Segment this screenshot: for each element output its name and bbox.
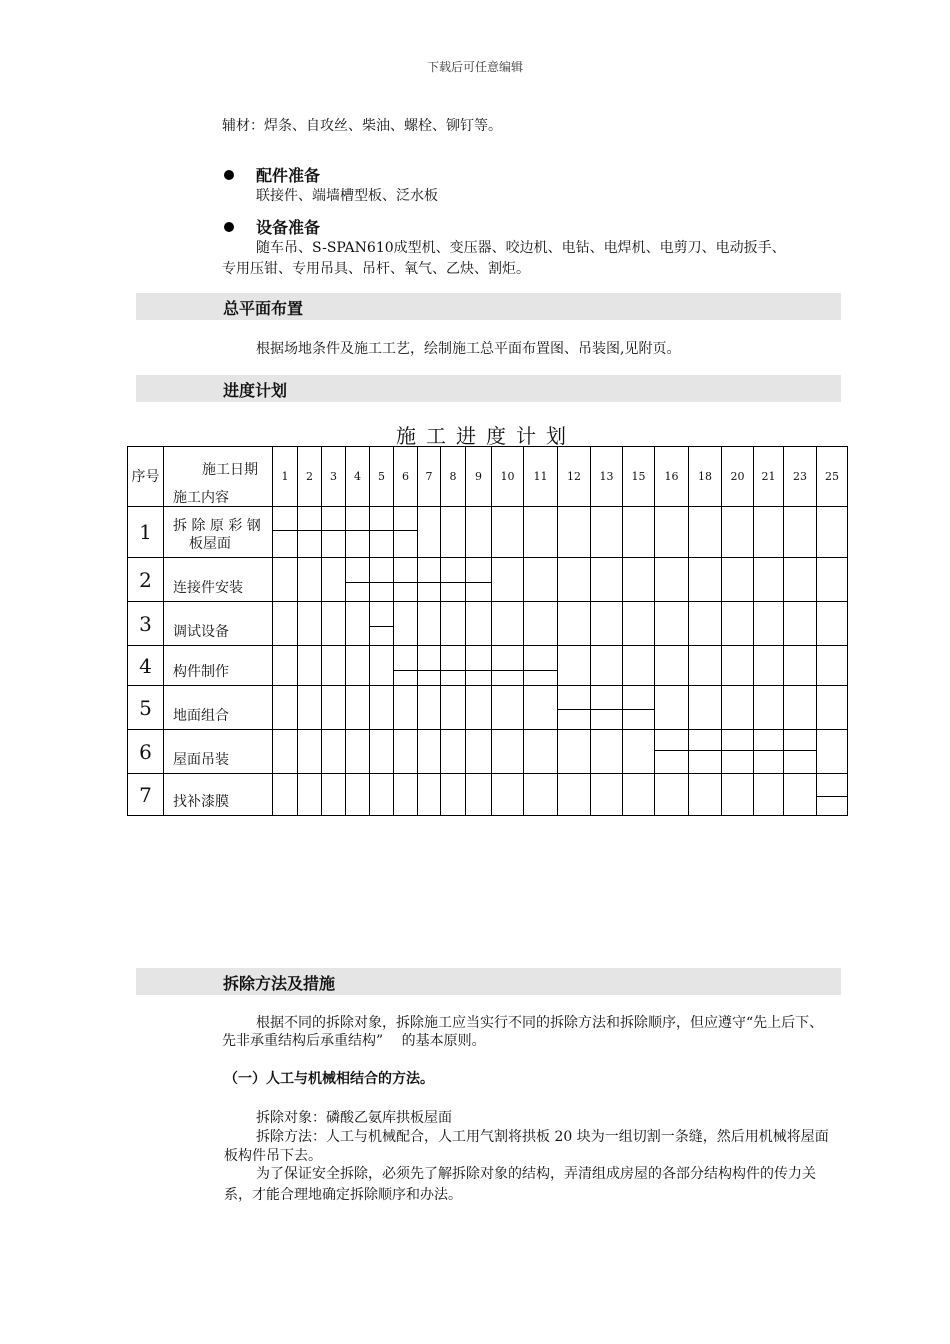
day-header: 4 xyxy=(346,447,370,507)
grid-cell xyxy=(817,686,848,730)
day-header: 16 xyxy=(655,447,689,507)
day-header: 10 xyxy=(492,447,524,507)
task-cell xyxy=(164,774,273,816)
table-header-row xyxy=(128,447,848,507)
grid-cell xyxy=(722,646,754,686)
grid-cell xyxy=(623,602,655,646)
grid-cell xyxy=(754,558,784,602)
grid-cell xyxy=(754,730,784,774)
grid-cell xyxy=(722,730,754,774)
grid-cell xyxy=(492,602,524,646)
grid-cell xyxy=(273,646,298,686)
grid-cell xyxy=(492,730,524,774)
gantt-title: 施工进度计划 xyxy=(396,424,576,448)
task-name-line2: 板屋面 xyxy=(189,536,231,552)
header-date-content xyxy=(164,447,273,507)
grid-cell xyxy=(370,602,394,646)
section-title-demolition: 拆除方法及措施 xyxy=(223,974,336,993)
table-row xyxy=(128,774,848,816)
task-name: 构件制作 xyxy=(173,664,229,680)
grid-cell xyxy=(623,646,655,686)
grid-cell xyxy=(346,774,370,816)
grid-cell xyxy=(346,558,370,602)
parts-heading: 配件准备 xyxy=(256,166,321,185)
task-name: 屋面吊装 xyxy=(173,752,229,768)
section-title-schedule: 进度计划 xyxy=(223,381,288,400)
grid-cell xyxy=(591,602,623,646)
grid-cell xyxy=(524,686,558,730)
grid-cell xyxy=(370,730,394,774)
grid-cell xyxy=(492,507,524,558)
grid-cell xyxy=(466,686,492,730)
equipment-text-line1: 随车吊、S-SPAN610成型机、变压器、咬边机、电钻、电焊机、电剪刀、电动扳手、 xyxy=(256,240,786,256)
schedule-bar xyxy=(655,750,817,751)
grid-cell xyxy=(655,730,689,774)
bullet-icon xyxy=(224,222,234,232)
grid-cell xyxy=(784,558,817,602)
grid-cell xyxy=(298,646,322,686)
grid-cell xyxy=(558,730,591,774)
table-row xyxy=(128,602,848,646)
schedule-bar xyxy=(273,530,418,531)
grid-cell xyxy=(817,774,848,816)
grid-cell xyxy=(298,730,322,774)
grid-cell xyxy=(418,602,441,646)
grid-cell xyxy=(524,558,558,602)
grid-cell xyxy=(817,602,848,646)
day-header: 18 xyxy=(689,447,722,507)
grid-cell xyxy=(273,730,298,774)
grid-cell xyxy=(655,646,689,686)
grid-cell xyxy=(689,686,722,730)
row-number: 6 xyxy=(128,730,164,774)
grid-cell xyxy=(492,646,524,686)
grid-cell xyxy=(817,558,848,602)
grid-cell xyxy=(655,558,689,602)
grid-cell xyxy=(558,558,591,602)
grid-cell xyxy=(370,774,394,816)
grid-cell xyxy=(466,558,492,602)
grid-cell xyxy=(466,774,492,816)
grid-cell xyxy=(441,558,466,602)
grid-cell xyxy=(418,774,441,816)
grid-cell xyxy=(623,558,655,602)
row-number: 4 xyxy=(128,646,164,686)
grid-cell xyxy=(817,730,848,774)
grid-cell xyxy=(322,507,346,558)
task-cell xyxy=(164,602,273,646)
schedule-bar xyxy=(558,709,655,710)
grid-cell xyxy=(784,686,817,730)
grid-cell xyxy=(394,730,418,774)
grid-cell xyxy=(322,730,346,774)
parts-text: 联接件、端墙槽型板、泛水板 xyxy=(256,188,438,204)
grid-cell xyxy=(689,558,722,602)
header-seq: 序号 xyxy=(128,447,164,507)
grid-cell xyxy=(558,686,591,730)
day-header: 25 xyxy=(817,447,848,507)
grid-cell xyxy=(524,602,558,646)
demolition-principle-line1: 根据不同的拆除对象，拆除施工应当实行不同的拆除方法和拆除顺序，但应遵守“先上后下、 xyxy=(256,1015,824,1031)
grid-cell xyxy=(418,730,441,774)
task-name: 地面组合 xyxy=(173,708,229,724)
auxiliary-materials-text: 辅材：焊条、自攻丝、柴油、螺栓、铆钉等。 xyxy=(222,118,502,134)
schedule-table xyxy=(127,446,848,816)
task-name: 连接件安装 xyxy=(173,580,243,596)
grid-cell xyxy=(394,602,418,646)
day-header: 5 xyxy=(370,447,394,507)
grid-cell xyxy=(524,646,558,686)
grid-cell xyxy=(418,646,441,686)
row-number: 2 xyxy=(128,558,164,602)
task-name: 找补漆膜 xyxy=(173,794,229,810)
row-number: 1 xyxy=(128,507,164,558)
grid-cell xyxy=(655,686,689,730)
table-row xyxy=(128,558,848,602)
grid-cell xyxy=(722,686,754,730)
grid-cell xyxy=(558,602,591,646)
grid-cell xyxy=(370,686,394,730)
table-row xyxy=(128,730,848,774)
day-header: 2 xyxy=(298,447,322,507)
grid-cell xyxy=(558,774,591,816)
grid-cell xyxy=(418,507,441,558)
grid-cell xyxy=(591,558,623,602)
grid-cell xyxy=(346,602,370,646)
schedule-bar xyxy=(346,582,492,583)
row-number: 7 xyxy=(128,774,164,816)
grid-cell xyxy=(784,730,817,774)
grid-cell xyxy=(754,507,784,558)
day-header: 9 xyxy=(466,447,492,507)
grid-cell xyxy=(722,507,754,558)
grid-cell xyxy=(754,646,784,686)
grid-cell xyxy=(322,602,346,646)
grid-cell xyxy=(370,646,394,686)
grid-cell xyxy=(322,774,346,816)
day-header: 1 xyxy=(273,447,298,507)
demolition-object-text: 拆除对象：磷酸乙氨库拱板屋面 xyxy=(256,1110,452,1126)
task-cell xyxy=(164,507,273,558)
grid-cell xyxy=(441,774,466,816)
grid-cell xyxy=(689,730,722,774)
schedule-bar xyxy=(394,670,558,671)
grid-cell xyxy=(441,686,466,730)
grid-cell xyxy=(298,686,322,730)
grid-cell xyxy=(370,507,394,558)
layout-text: 根据场地条件及施工工艺，绘制施工总平面布置图、吊装图,见附页。 xyxy=(256,341,681,357)
grid-cell xyxy=(689,602,722,646)
grid-cell xyxy=(298,602,322,646)
grid-cell xyxy=(558,646,591,686)
day-header: 3 xyxy=(322,447,346,507)
grid-cell xyxy=(623,507,655,558)
grid-cell xyxy=(418,686,441,730)
grid-cell xyxy=(466,602,492,646)
grid-cell xyxy=(441,602,466,646)
grid-cell xyxy=(441,730,466,774)
section-bar-layout xyxy=(136,293,841,320)
grid-cell xyxy=(418,558,441,602)
grid-cell xyxy=(784,646,817,686)
grid-cell xyxy=(322,558,346,602)
section-bar-schedule xyxy=(136,375,841,402)
grid-cell xyxy=(722,774,754,816)
demolition-method-line2: 板构件吊下去。 xyxy=(224,1148,322,1164)
task-cell xyxy=(164,558,273,602)
grid-cell xyxy=(298,507,322,558)
task-cell xyxy=(164,646,273,686)
grid-cell xyxy=(754,774,784,816)
grid-cell xyxy=(441,507,466,558)
task-name: 调试设备 xyxy=(173,624,229,640)
grid-cell xyxy=(784,774,817,816)
grid-cell xyxy=(722,602,754,646)
grid-cell xyxy=(273,774,298,816)
grid-cell xyxy=(817,507,848,558)
header-date-label: 施工日期 xyxy=(202,462,258,478)
grid-cell xyxy=(655,602,689,646)
grid-cell xyxy=(466,730,492,774)
grid-cell xyxy=(273,507,298,558)
row-number: 3 xyxy=(128,602,164,646)
grid-cell xyxy=(298,774,322,816)
grid-cell xyxy=(346,686,370,730)
grid-cell xyxy=(394,686,418,730)
demolition-method-line1: 拆除方法：人工与机械配合，人工用气割将拱板 20 块为一组切割一条缝，然后用机械将屋面 xyxy=(256,1129,829,1145)
grid-cell xyxy=(466,507,492,558)
grid-cell xyxy=(689,507,722,558)
day-header: 23 xyxy=(784,447,817,507)
grid-cell xyxy=(441,646,466,686)
grid-cell xyxy=(784,602,817,646)
grid-cell xyxy=(492,686,524,730)
day-header: 8 xyxy=(441,447,466,507)
grid-cell xyxy=(322,646,346,686)
grid-cell xyxy=(754,686,784,730)
grid-cell xyxy=(524,507,558,558)
grid-cell xyxy=(346,646,370,686)
grid-cell xyxy=(591,646,623,686)
grid-cell xyxy=(623,730,655,774)
grid-cell xyxy=(346,507,370,558)
day-header: 7 xyxy=(418,447,441,507)
method-subheading: （一）人工与机械相结合的方法。 xyxy=(224,1071,434,1087)
grid-cell xyxy=(623,774,655,816)
grid-cell xyxy=(623,686,655,730)
grid-cell xyxy=(655,774,689,816)
grid-cell xyxy=(273,686,298,730)
grid-cell xyxy=(394,558,418,602)
grid-cell xyxy=(689,774,722,816)
day-header: 12 xyxy=(558,447,591,507)
grid-cell xyxy=(524,774,558,816)
grid-cell xyxy=(394,507,418,558)
grid-cell xyxy=(558,507,591,558)
grid-cell xyxy=(466,646,492,686)
grid-cell xyxy=(370,558,394,602)
grid-cell xyxy=(273,602,298,646)
grid-cell xyxy=(298,558,322,602)
table-row xyxy=(128,646,848,686)
page-header-note: 下载后可任意编辑 xyxy=(426,60,523,74)
demolition-safety-line2: 系，才能合理地确定拆除顺序和办法。 xyxy=(224,1187,462,1203)
task-cell xyxy=(164,730,273,774)
grid-cell xyxy=(817,646,848,686)
grid-cell xyxy=(273,558,298,602)
grid-cell xyxy=(591,686,623,730)
grid-cell xyxy=(689,646,722,686)
demolition-safety-line1: 为了保证安全拆除，必须先了解拆除对象的结构，弄清组成房屋的各部分结构构件的传力关 xyxy=(256,1166,816,1182)
equipment-heading: 设备准备 xyxy=(256,218,321,237)
grid-cell xyxy=(591,774,623,816)
schedule-bar xyxy=(370,626,394,627)
day-header: 15 xyxy=(623,447,655,507)
grid-cell xyxy=(655,507,689,558)
day-header: 20 xyxy=(722,447,754,507)
task-name: 拆 除 原 彩 钢 xyxy=(173,518,261,534)
grid-cell xyxy=(784,507,817,558)
bullet-icon xyxy=(224,170,234,180)
demolition-principle-line2: 先非承重结构后承重结构” 的基本原则。 xyxy=(222,1033,486,1049)
grid-cell xyxy=(346,730,370,774)
day-header: 11 xyxy=(524,447,558,507)
header-content-label: 施工内容 xyxy=(173,490,229,506)
grid-cell xyxy=(394,646,418,686)
grid-cell xyxy=(754,602,784,646)
grid-cell xyxy=(492,558,524,602)
section-bar-demolition xyxy=(136,968,841,995)
equipment-text-line2: 专用压钳、专用吊具、吊杆、氧气、乙炔、割炬。 xyxy=(222,261,530,277)
grid-cell xyxy=(591,507,623,558)
day-header: 6 xyxy=(394,447,418,507)
grid-cell xyxy=(492,774,524,816)
grid-cell xyxy=(322,686,346,730)
day-header: 13 xyxy=(591,447,623,507)
task-cell xyxy=(164,686,273,730)
table-row xyxy=(128,507,848,558)
grid-cell xyxy=(394,774,418,816)
section-title-layout: 总平面布置 xyxy=(223,299,304,318)
grid-cell xyxy=(591,730,623,774)
day-header: 21 xyxy=(754,447,784,507)
grid-cell xyxy=(722,558,754,602)
schedule-bar xyxy=(817,796,848,797)
grid-cell xyxy=(524,730,558,774)
row-number: 5 xyxy=(128,686,164,730)
table-row xyxy=(128,686,848,730)
